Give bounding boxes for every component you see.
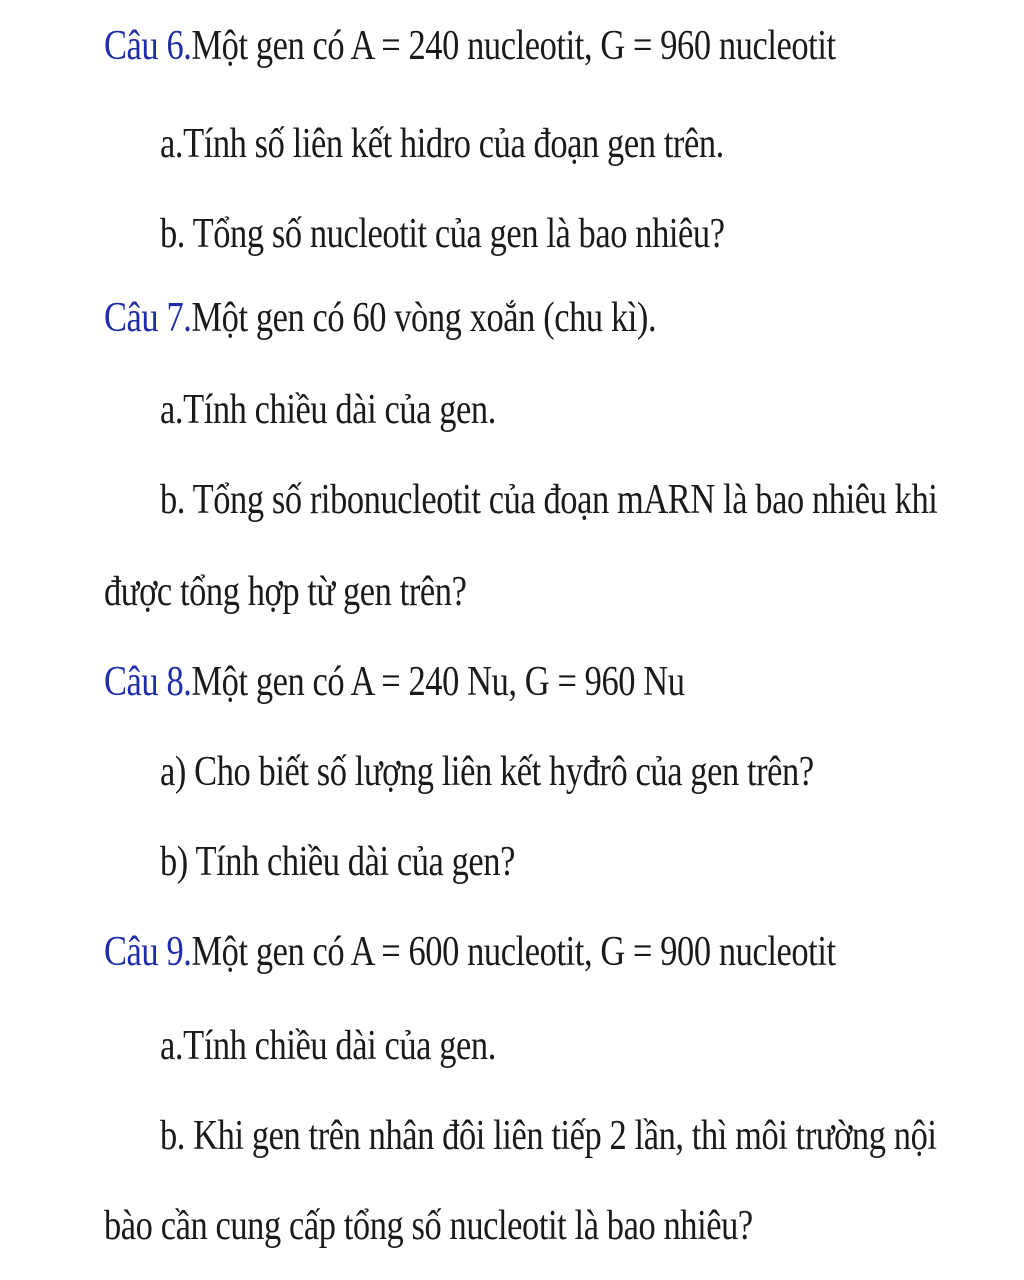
question-9-stem: [104, 922, 836, 982]
question-7-part-a: a.Tính chiều dài của gen.: [160, 387, 496, 433]
question-8-text: Một gen có A = 240 Nu, G = 960 Nu: [191, 659, 685, 705]
question-6-label: Câu 6.: [104, 23, 192, 69]
question-9-part-a: a.Tính chiều dài của gen.: [160, 1023, 496, 1069]
question-9-part-b-continuation: bào cần cung cấp tổng số nucleotit là bao nhiêu?: [104, 1203, 753, 1249]
question-7-part-b-continuation: được tổng hợp từ gen trên?: [104, 569, 467, 615]
question-8-stem: [104, 652, 685, 712]
question-6-part-b: b. Tổng số nucleotit của gen là bao nhiêu?: [160, 211, 725, 257]
question-8-label: Câu 8.: [104, 659, 192, 705]
question-9-part-b: b. Khi gen trên nhân đôi liên tiếp 2 lần, thì môi trường nội: [160, 1113, 937, 1159]
question-8-part-b: b) Tính chiều dài của gen?: [160, 839, 515, 885]
question-9-label: Câu 9.: [104, 929, 192, 975]
question-7-label: Câu 7.: [104, 295, 192, 341]
question-6-part-a: a.Tính số liên kết hidro của đoạn gen trên.: [160, 121, 724, 167]
question-7-part-b: b. Tổng số ribonucleotit của đoạn mARN là bao nhiêu khi: [160, 477, 938, 523]
question-7-stem: [104, 288, 656, 348]
question-6-stem: [104, 16, 836, 76]
question-9-text: Một gen có A = 600 nucleotit, G = 900 nucleotit: [191, 929, 836, 975]
question-6-text: Một gen có A = 240 nucleotit, G = 960 nucleotit: [191, 23, 836, 69]
question-8-part-a: a) Cho biết số lượng liên kết hyđrô của gen trên?: [160, 749, 814, 795]
question-7-text: Một gen có 60 vòng xoắn (chu kì).: [191, 295, 657, 341]
